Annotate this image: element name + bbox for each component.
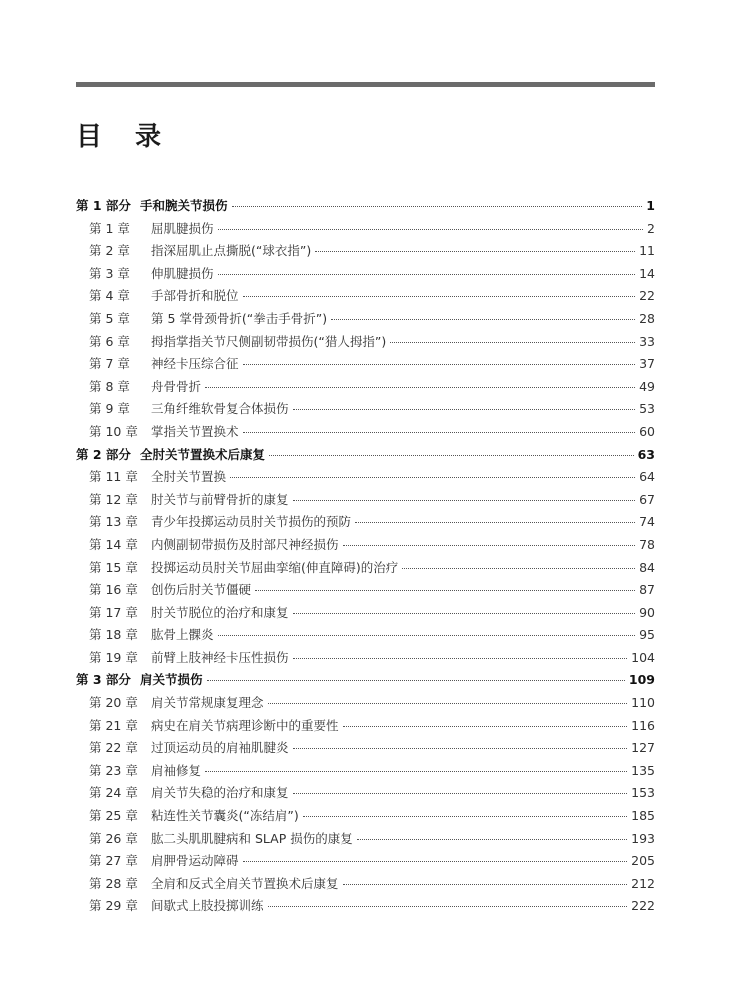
toc-entry-page: 109 — [628, 672, 655, 688]
dot-leader — [357, 839, 627, 840]
toc-entry-page: 14 — [639, 265, 655, 281]
toc-entry-number: 第 3 部分 — [76, 672, 131, 688]
toc-entry-page: 212 — [631, 875, 655, 891]
toc-entry-title: 肩关节常规康复理念 — [151, 695, 264, 711]
dot-leader — [218, 274, 636, 275]
toc-entry-number: 第 10 章 — [89, 423, 138, 439]
toc-entry-title: 间歇式上肢投掷训练 — [151, 898, 264, 914]
toc-entry-title: 肩胛骨运动障碍 — [151, 853, 239, 869]
toc-entry-page: 63 — [637, 446, 655, 462]
toc-entry-title: 屈肌腱损伤 — [151, 220, 214, 236]
toc-entry-title: 第 5 掌骨颈骨折(“拳击手骨折”) — [151, 310, 328, 326]
toc-chapter-entry[interactable] — [76, 467, 655, 490]
dot-leader — [269, 455, 634, 456]
toc-entry-title: 手部骨折和脱位 — [151, 288, 239, 304]
toc-entry-page: 11 — [639, 243, 655, 259]
dot-leader — [402, 568, 635, 569]
toc-entry-page: 104 — [631, 649, 655, 665]
toc-chapter-entry[interactable] — [76, 580, 655, 603]
toc-chapter-entry[interactable] — [76, 738, 655, 761]
toc-entry-title: 伸肌腱损伤 — [151, 265, 214, 281]
toc-chapter-entry[interactable] — [76, 264, 655, 287]
dot-leader — [207, 680, 625, 681]
toc-entry-page: 153 — [631, 785, 655, 801]
toc-entry-title: 全肩和反式全肩关节置换术后康复 — [151, 875, 339, 891]
toc-chapter-entry[interactable] — [76, 512, 655, 535]
toc-entry-title: 指深屈肌止点撕脱(“球衣指”) — [151, 243, 312, 259]
toc-entry-page: 135 — [631, 762, 655, 778]
dot-leader — [243, 296, 636, 297]
toc-entry-title: 肘关节脱位的治疗和康复 — [151, 604, 289, 620]
dot-leader — [390, 342, 635, 343]
dot-leader — [355, 522, 635, 523]
dot-leader — [331, 319, 635, 320]
toc-entry-title: 拇指掌指关节尺侧副韧带损伤(“猎人拇指”) — [151, 333, 387, 349]
toc-entry-page: 22 — [639, 288, 655, 304]
dot-leader — [268, 703, 628, 704]
toc-entry-title: 全肘关节置换 — [151, 469, 227, 485]
toc-entry-page: 64 — [639, 469, 655, 485]
toc-entry-title: 肘关节与前臂骨折的康复 — [151, 491, 289, 507]
toc-entry-title: 全肘关节置换术后康复 — [140, 446, 266, 462]
dot-leader — [293, 500, 636, 501]
toc-part-entry[interactable] — [76, 670, 655, 693]
toc-chapter-entry[interactable] — [76, 829, 655, 852]
toc-entry-number: 第 5 章 — [89, 310, 130, 326]
dot-leader — [243, 432, 636, 433]
dot-leader — [343, 884, 628, 885]
dot-leader — [230, 477, 635, 478]
toc-entry-title: 掌指关节置换术 — [151, 423, 239, 439]
toc-entry-page: 205 — [631, 853, 655, 869]
toc-entry-number: 第 26 章 — [89, 830, 138, 846]
toc-entry-page: 87 — [639, 582, 655, 598]
toc-chapter-entry[interactable] — [76, 377, 655, 400]
toc-chapter-entry[interactable] — [76, 241, 655, 264]
toc-entry-number: 第 25 章 — [89, 808, 138, 824]
toc-entry-title: 肩关节失稳的治疗和康复 — [151, 785, 289, 801]
toc-entry-page: 95 — [639, 627, 655, 643]
toc-entry-page: 110 — [631, 695, 655, 711]
toc-entry-number: 第 14 章 — [89, 536, 138, 552]
toc-chapter-entry[interactable] — [76, 896, 655, 919]
toc-entry-title: 肩关节损伤 — [140, 672, 203, 688]
dot-leader — [343, 726, 628, 727]
toc-entry-page: 78 — [639, 536, 655, 552]
toc-chapter-entry[interactable] — [76, 761, 655, 784]
toc-entry-page: 53 — [639, 401, 655, 417]
toc-chapter-entry[interactable] — [76, 648, 655, 671]
dot-leader — [243, 861, 628, 862]
toc-entry-number: 第 7 章 — [89, 356, 130, 372]
toc-entry-number: 第 1 章 — [89, 220, 130, 236]
toc-chapter-entry[interactable] — [76, 332, 655, 355]
toc-entry-page: 49 — [639, 378, 655, 394]
dot-leader — [205, 771, 627, 772]
toc-entry-number: 第 28 章 — [89, 875, 138, 891]
toc-entry-number: 第 21 章 — [89, 717, 138, 733]
table-of-contents — [76, 196, 655, 919]
toc-entry-title: 病史在肩关节病理诊断中的重要性 — [151, 717, 339, 733]
toc-entry-number: 第 16 章 — [89, 582, 138, 598]
toc-chapter-entry[interactable] — [76, 219, 655, 242]
toc-entry-number: 第 22 章 — [89, 740, 138, 756]
toc-entry-title: 青少年投掷运动员肘关节损伤的预防 — [151, 514, 352, 530]
toc-entry-page: 127 — [631, 740, 655, 756]
toc-chapter-entry[interactable] — [76, 535, 655, 558]
toc-entry-title: 投掷运动员肘关节屈曲挛缩(伸直障碍)的治疗 — [151, 559, 399, 575]
toc-part-entry[interactable] — [76, 196, 655, 219]
dot-leader — [293, 658, 628, 659]
toc-entry-number: 第 15 章 — [89, 559, 138, 575]
toc-chapter-entry[interactable] — [76, 716, 655, 739]
toc-entry-page: 37 — [639, 356, 655, 372]
toc-entry-number: 第 1 部分 — [76, 198, 131, 213]
dot-leader — [205, 387, 635, 388]
page-title: 目 录 — [76, 122, 174, 152]
dot-leader — [303, 816, 627, 817]
toc-chapter-entry[interactable] — [76, 625, 655, 648]
toc-entry-page: 185 — [631, 808, 655, 824]
toc-entry-number: 第 8 章 — [89, 378, 130, 394]
dot-leader — [315, 251, 635, 252]
toc-entry-title: 舟骨骨折 — [151, 378, 202, 394]
dot-leader — [218, 635, 636, 636]
toc-chapter-entry[interactable] — [76, 399, 655, 422]
dot-leader — [243, 364, 636, 365]
toc-entry-number: 第 24 章 — [89, 785, 138, 801]
toc-entry-number: 第 9 章 — [89, 401, 130, 417]
toc-entry-title: 肩袖修复 — [151, 762, 202, 778]
toc-chapter-entry[interactable] — [76, 354, 655, 377]
toc-chapter-entry[interactable] — [76, 851, 655, 874]
toc-entry-page: 2 — [647, 220, 655, 236]
toc-entry-number: 第 2 部分 — [76, 446, 131, 462]
toc-entry-page: 84 — [639, 559, 655, 575]
toc-entry-number: 第 4 章 — [89, 288, 130, 304]
toc-entry-page: 33 — [639, 333, 655, 349]
toc-chapter-entry[interactable] — [76, 286, 655, 309]
toc-entry-title: 创伤后肘关节僵硬 — [151, 582, 252, 598]
toc-entry-page: 116 — [631, 717, 655, 733]
toc-entry-number: 第 20 章 — [89, 695, 138, 711]
toc-entry-page: 67 — [639, 491, 655, 507]
toc-chapter-entry[interactable] — [76, 783, 655, 806]
toc-chapter-entry[interactable] — [76, 874, 655, 897]
toc-entry-page: 193 — [631, 830, 655, 846]
toc-entry-number: 第 29 章 — [89, 898, 138, 914]
toc-entry-title: 前臂上肢神经卡压性损伤 — [151, 649, 289, 665]
dot-leader — [293, 748, 628, 749]
toc-entry-page: 60 — [639, 423, 655, 439]
dot-leader — [293, 613, 636, 614]
toc-entry-title: 肱骨上髁炎 — [151, 627, 214, 643]
toc-entry-title: 肱二头肌肌腱病和 SLAP 损伤的康复 — [151, 830, 353, 846]
toc-entry-page: 1 — [646, 198, 655, 213]
toc-chapter-entry[interactable] — [76, 309, 655, 332]
toc-chapter-entry[interactable] — [76, 558, 655, 581]
toc-entry-number: 第 27 章 — [89, 853, 138, 869]
toc-entry-page: 90 — [639, 604, 655, 620]
dot-leader — [293, 409, 636, 410]
toc-entry-number: 第 18 章 — [89, 627, 138, 643]
header-rule — [76, 82, 655, 87]
toc-entry-number: 第 17 章 — [89, 604, 138, 620]
toc-entry-title: 手和腕关节损伤 — [140, 198, 228, 213]
toc-entry-title: 过顶运动员的肩袖肌腱炎 — [151, 740, 289, 756]
toc-part-entry[interactable] — [76, 445, 655, 468]
toc-entry-number: 第 12 章 — [89, 491, 138, 507]
toc-entry-number: 第 11 章 — [89, 469, 138, 485]
toc-chapter-entry[interactable] — [76, 603, 655, 626]
toc-entry-number: 第 13 章 — [89, 514, 138, 530]
dot-leader — [218, 229, 644, 230]
toc-chapter-entry[interactable] — [76, 806, 655, 829]
toc-entry-title: 三角纤维软骨复合体损伤 — [151, 401, 289, 417]
toc-chapter-entry[interactable] — [76, 422, 655, 445]
toc-entry-title: 神经卡压综合征 — [151, 356, 239, 372]
toc-entry-page: 28 — [639, 310, 655, 326]
toc-entry-number: 第 2 章 — [89, 243, 130, 259]
dot-leader — [268, 906, 628, 907]
toc-entry-title: 内侧副韧带损伤及肘部尺神经损伤 — [151, 536, 339, 552]
dot-leader — [255, 590, 635, 591]
dot-leader — [343, 545, 636, 546]
toc-entry-number: 第 23 章 — [89, 762, 138, 778]
toc-entry-number: 第 3 章 — [89, 265, 130, 281]
toc-chapter-entry[interactable] — [76, 490, 655, 513]
toc-entry-page: 222 — [631, 898, 655, 914]
toc-entry-page: 74 — [639, 514, 655, 530]
toc-entry-number: 第 19 章 — [89, 649, 138, 665]
toc-chapter-entry[interactable] — [76, 693, 655, 716]
dot-leader — [293, 793, 628, 794]
dot-leader — [232, 206, 643, 207]
toc-entry-title: 粘连性关节囊炎(“冻结肩”) — [151, 808, 299, 824]
toc-entry-number: 第 6 章 — [89, 333, 130, 349]
